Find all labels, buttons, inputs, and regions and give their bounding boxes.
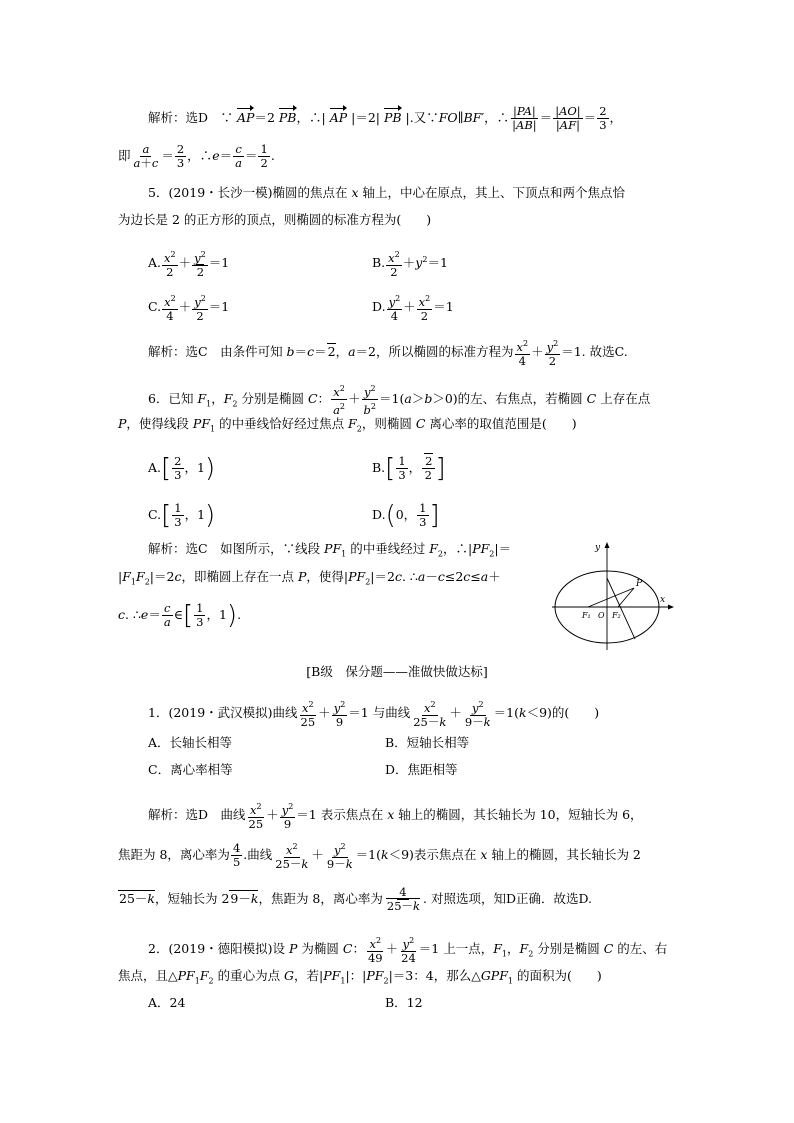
q5-stem-line-2: 为边长是 2 的正方形的顶点，则椭圆的标准方程为( ): [118, 212, 432, 227]
q6-solution-line-2: $|F_1F_2|=2c$，即椭圆上存在一点 P，使得$|PF_2|=2c$. ∴a－c≤2c≤a＋: [118, 569, 501, 587]
q6-solution-line-1: 解析：选C 如图所示，∵线段 $PF_1$ 的中垂线经过 $F_2$，$\therefore|PF_2|=$: [148, 541, 512, 559]
fig-label-f1: F₁: [582, 611, 591, 620]
qb1-option-d: D．焦距相等: [385, 762, 458, 777]
q5-stem-line-1: 5．(2019・长沙一模)椭圆的焦点在 x 轴上，中心在原点，其上、下顶点和两个焦点恰: [148, 185, 626, 200]
q5-option-b: B. $\frac{x^2}{2}$ $+y^2=1$: [372, 250, 448, 279]
q5-solution: 解析：选C 由条件可知 b＝c＝2，a＝2，所以椭圆的标准方程为 $\frac{x^2}{4}$ ＋ $\frac{y^2}{2}$ ＝1. 故选C.: [148, 339, 628, 368]
qb1-solution-line-1: 解析：选D 曲线 $\frac{x^2}{25}$ ＋ $\frac{y^2}{9}$ ＝1 表示焦点在 x 轴上的椭圆，其长轴长为 10，短轴长为 6，: [148, 802, 643, 831]
qb1-option-b: B．短轴长相等: [385, 735, 470, 750]
fig-label-y: y: [595, 543, 601, 553]
qb2-option-b: B．12: [385, 995, 423, 1010]
qb2-stem-line-2: 焦点，且$\triangle PF_1F_2$ 的重心为点 G，若$|PF_1|$：$|PF_2|=3$：4，那么$\triangle GPF_1$ 的面积为( ): [118, 968, 602, 986]
prev-solution-line-2: 即 $\frac{a}{a+c}$ ＝ $\frac{2}{3}$ ，∴e＝ $\frac{c}{a}$ ＝ $\frac{1}{2}$ .: [118, 142, 275, 170]
q6-option-a: A.[ $\frac{2}{3}$ ，1): [148, 453, 216, 484]
q6-solution-line-3: c. ∴e＝ $\frac{c}{a}$ ∈[ $\frac{1}{3}$ ，1).: [118, 600, 242, 631]
qb1-option-a: A．长轴长相等: [148, 735, 233, 750]
q6-option-d: D.(0， $\frac{1}{3}$ ]: [372, 500, 440, 531]
qb1-solution-line-3: 25－k，短轴长为 29－k，焦距为 8，离心率为 $\frac{4}{25-k}$ . 对照选项，知D正确．故选D.: [119, 885, 593, 913]
q6-stem-line-2: P，使得线段 $PF_1$ 的中垂线恰好经过焦点 $F_2$，则椭圆 C 离心率的取值范围是( ): [118, 416, 577, 434]
ellipse-figure: [548, 538, 674, 652]
q6-option-b: B.[ $\frac{1}{3}$ ， $\frac{2}{2}$ ]: [372, 453, 446, 484]
qb2-option-a: A．24: [148, 995, 186, 1010]
fig-label-x: x: [660, 595, 666, 605]
fig-label-f2: F₂: [612, 611, 621, 620]
fig-label-o: O: [598, 611, 605, 620]
q6-stem-line-1: 6．已知 $F_1$，$F_2$ 分别是椭圆 C： $\frac{x^2}{a^2}$ ＋ $\frac{y^2}{b^2}$ ＝1(a＞b＞0)的左、右焦点，若椭圆 C 上存在点: [148, 384, 651, 417]
q6-option-c: C.[ $\frac{1}{3}$ ，1): [148, 500, 216, 531]
qb1-stem: 1．(2019・武汉模拟)曲线 $\frac{x^2}{25}$ ＋ $\frac{y^2}{9}$ ＝1 与曲线 $\frac{x^2}{25-k}$ ＋ $\frac{y^2}{9-k}$ ＝1(k＜9)的( ): [148, 700, 600, 729]
qb1-option-c: C．离心率相等: [148, 762, 233, 777]
qb2-stem-line-1: 2．(2019・德阳模拟)设 P 为椭圆 C： $\frac{x^2}{49}$ ＋ $\frac{y^2}{24}$ ＝1 上一点，$F_1$，$F_2$ 分别是椭圆 C 的左、右: [148, 936, 668, 965]
q5-option-a: A. $\frac{x^2}{2}$ ＋ $\frac{y^2}{2}$ ＝1: [148, 250, 230, 279]
q5-option-d: D. $\frac{y^2}{4}$ ＋ $\frac{x^2}{2}$ ＝1: [372, 294, 454, 323]
prev-solution-line-1: 解析：选D ∵ AP＝2 PB，∴| AP |＝2| PB |.又∵FO∥BF′，∴ $\frac{|PA|}{|AB|}$ ＝ $\frac{|AO|}{|AF|}$ ＝ $\frac{2}{3}$ ，: [148, 104, 623, 132]
fig-label-p: P: [636, 579, 643, 589]
q5-option-c: C. $\frac{x^2}{4}$ ＋ $\frac{y^2}{2}$ ＝1: [148, 294, 230, 323]
qb1-solution-line-2: 焦距为 8，离心率为 $\frac{4}{5}$ .曲线 $\frac{x^2}{25-k}$ ＋ $\frac{y^2}{9-k}$ ＝1(k＜9)表示焦点在 x 轴上的椭圆，其长轴长为 2: [118, 840, 641, 871]
section-title: [B级 保分题——准做快做达标]: [306, 664, 488, 679]
